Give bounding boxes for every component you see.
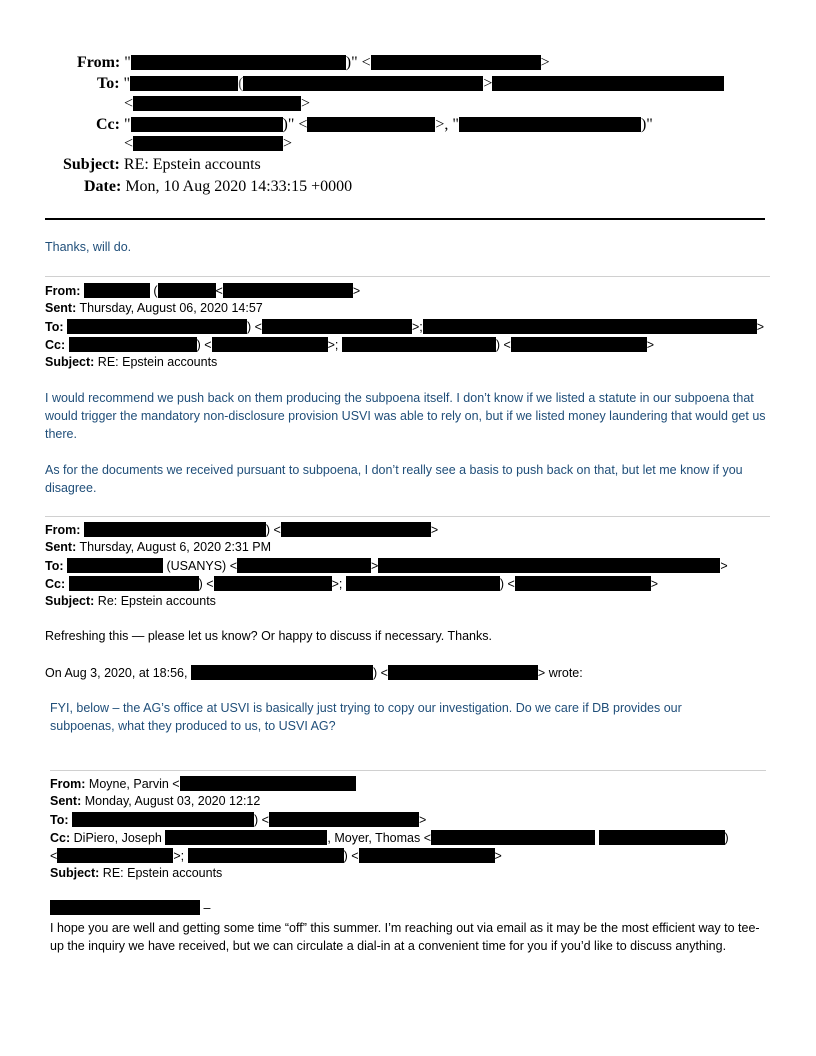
redaction [599,830,725,845]
header-date-row [84,178,352,196]
redaction [359,848,495,863]
msg2-sent-label: Sent: [45,540,77,554]
msg2-from-label: From: [45,523,81,537]
redaction [388,665,538,680]
msg2-quote-intro: On Aug 3, 2020, at 18:56, [45,666,188,680]
msg2-quote-intro-row: On Aug 3, 2020, at 18:56, ) < > wrote: [45,666,583,680]
redaction [223,283,353,298]
msg1-sent-row [45,301,263,315]
msg1-cc-label: Cc: [45,338,66,352]
msg2-sent: Thursday, August 6, 2020 2:31 PM [79,540,272,554]
header-to-row-cont: < > [124,95,311,112]
redaction [423,319,611,334]
msg3-greeting-row [50,900,210,915]
msg3-from-label: From: [50,777,86,791]
redaction [67,558,163,573]
redaction [492,76,724,91]
msg1-subject-label: Subject: [45,355,95,369]
redaction [378,558,572,573]
msg2-to-org: (USANYS) [166,559,227,573]
msg2-from-row: From: ) < > [45,523,439,537]
redaction [459,117,641,132]
msg1-subject-row [45,355,217,369]
redaction [515,576,651,591]
header-divider [45,218,765,220]
redaction [281,522,431,537]
redaction [307,117,435,132]
msg3-to-row: To: ) < > [50,813,427,827]
redaction [431,830,595,845]
redaction [133,96,301,111]
msg2-to-row: To: (USANYS) < > > [45,559,728,573]
msg3-from-name: Moyne, Parvin [88,777,169,791]
redaction [214,576,332,591]
msg2-cc-label: Cc: [45,577,66,591]
redaction [188,848,344,863]
redaction [333,76,483,91]
reply-text: Thanks, will do. [45,240,132,254]
redaction [611,319,757,334]
msg1-from-label: From: [45,284,81,298]
redaction [237,558,371,573]
redaction [69,337,197,352]
message-divider [50,770,766,771]
header-subject-row [63,156,261,174]
redaction [67,319,247,334]
msg1-sent: Thursday, August 06, 2020 14:57 [79,301,263,315]
msg2-quote-wrote: wrote: [548,666,583,680]
redaction [212,337,328,352]
msg2-quote-body: FYI, below – the AG’s office at USVI is basically just trying to copy our investigation. Do we care if DB provides our subpoenas, what they produced to us, to USVI AG? [50,701,682,733]
msg3-subject-row [50,866,222,880]
header-date-label: Date: [84,178,122,195]
msg2-subject-row [45,594,216,608]
redaction [165,830,327,845]
redaction [84,522,266,537]
redaction [572,558,720,573]
msg3-to-label: To: [50,813,69,827]
header-from-label: From: [77,54,121,71]
header-to-label: To: [97,75,120,92]
msg2-body: Refreshing this — please let us know? Or happy to discuss if necessary. Thanks. [45,629,492,643]
msg3-cc-label: Cc: [50,831,71,845]
redaction [371,55,541,70]
msg1-sent-label: Sent: [45,301,77,315]
msg3-greeting-dash: – [203,901,211,915]
redaction [130,76,238,91]
msg2-cc-row: Cc: ) < >; ) < > [45,577,659,591]
header-subject-label: Subject: [63,156,120,173]
redaction [269,812,419,827]
msg3-sent-row [50,794,260,808]
msg1-to-label: To: [45,320,64,334]
redaction [131,117,283,132]
redaction [346,576,500,591]
msg3-sent: Monday, August 03, 2020 12:12 [84,794,261,808]
header-cc-row: Cc: " )" < >, " )" [96,116,653,133]
msg1-body-paragraph-1: I would recommend we push back on them producing the subpoena itself. I don’t know if we listed a statute in our subpoena that would trigger the mandatory non-disclosure provision USVI was able to rely on, but if we listed money laundering that would get us there. [45,391,766,441]
msg1-body-paragraph-2: As for the documents we received pursuant to subpoena, I don’t really see a basis to push back on that, but let me know if you disagree. [45,463,743,495]
msg3-cc-row: Cc: DiPiero, Joseph , Moyer, Thomas < ) [50,831,729,845]
redaction [131,55,346,70]
msg1-cc-row: Cc: ) < >; ) < > [45,338,655,352]
redaction [72,812,254,827]
header-from-row: From: " )" < > [77,54,550,71]
redaction [69,576,199,591]
msg3-subject-label: Subject: [50,866,100,880]
redaction [133,136,283,151]
msg1-subject: RE: Epstein accounts [97,355,218,369]
header-subject: RE: Epstein accounts [123,156,261,173]
msg3-cc-name2: Moyer, Thomas [334,831,421,845]
msg1-from-row: From: ( < > [45,284,361,298]
redaction [191,665,373,680]
redaction [50,900,200,915]
msg3-cc-row-cont: < >; ) < > [50,849,502,863]
msg2-subject: Re: Epstein accounts [97,594,216,608]
message-divider [45,516,770,517]
header-cc-row-cont: < > [124,135,293,152]
header-cc-label: Cc: [96,116,120,133]
redaction [158,283,216,298]
msg3-subject: RE: Epstein accounts [102,866,223,880]
redaction [84,283,150,298]
redaction [342,337,496,352]
msg2-to-label: To: [45,559,64,573]
redaction [511,337,647,352]
msg2-subject-label: Subject: [45,594,95,608]
redaction [243,76,333,91]
msg1-to-row: To: ) < >; > [45,320,765,334]
redaction [180,776,356,791]
msg3-sent-label: Sent: [50,794,82,808]
msg3-from-row: From: Moyne, Parvin < [50,776,356,791]
msg3-cc-name1: DiPiero, Joseph [73,831,162,845]
header-to-row: To: " ( > [97,75,724,93]
header-date: Mon, 10 Aug 2020 14:33:15 +0000 [125,178,353,195]
msg2-sent-row [45,540,271,554]
redaction [57,848,173,863]
message-divider [45,276,770,277]
redaction [262,319,412,334]
msg3-body: I hope you are well and getting some time “off” this summer. I’m reaching out via email as it may be the most efficient way to tee-up the inquiry we have received, but we can circulate a dial-in at a convenient time for you if you’d like to discuss anything. [50,921,760,953]
